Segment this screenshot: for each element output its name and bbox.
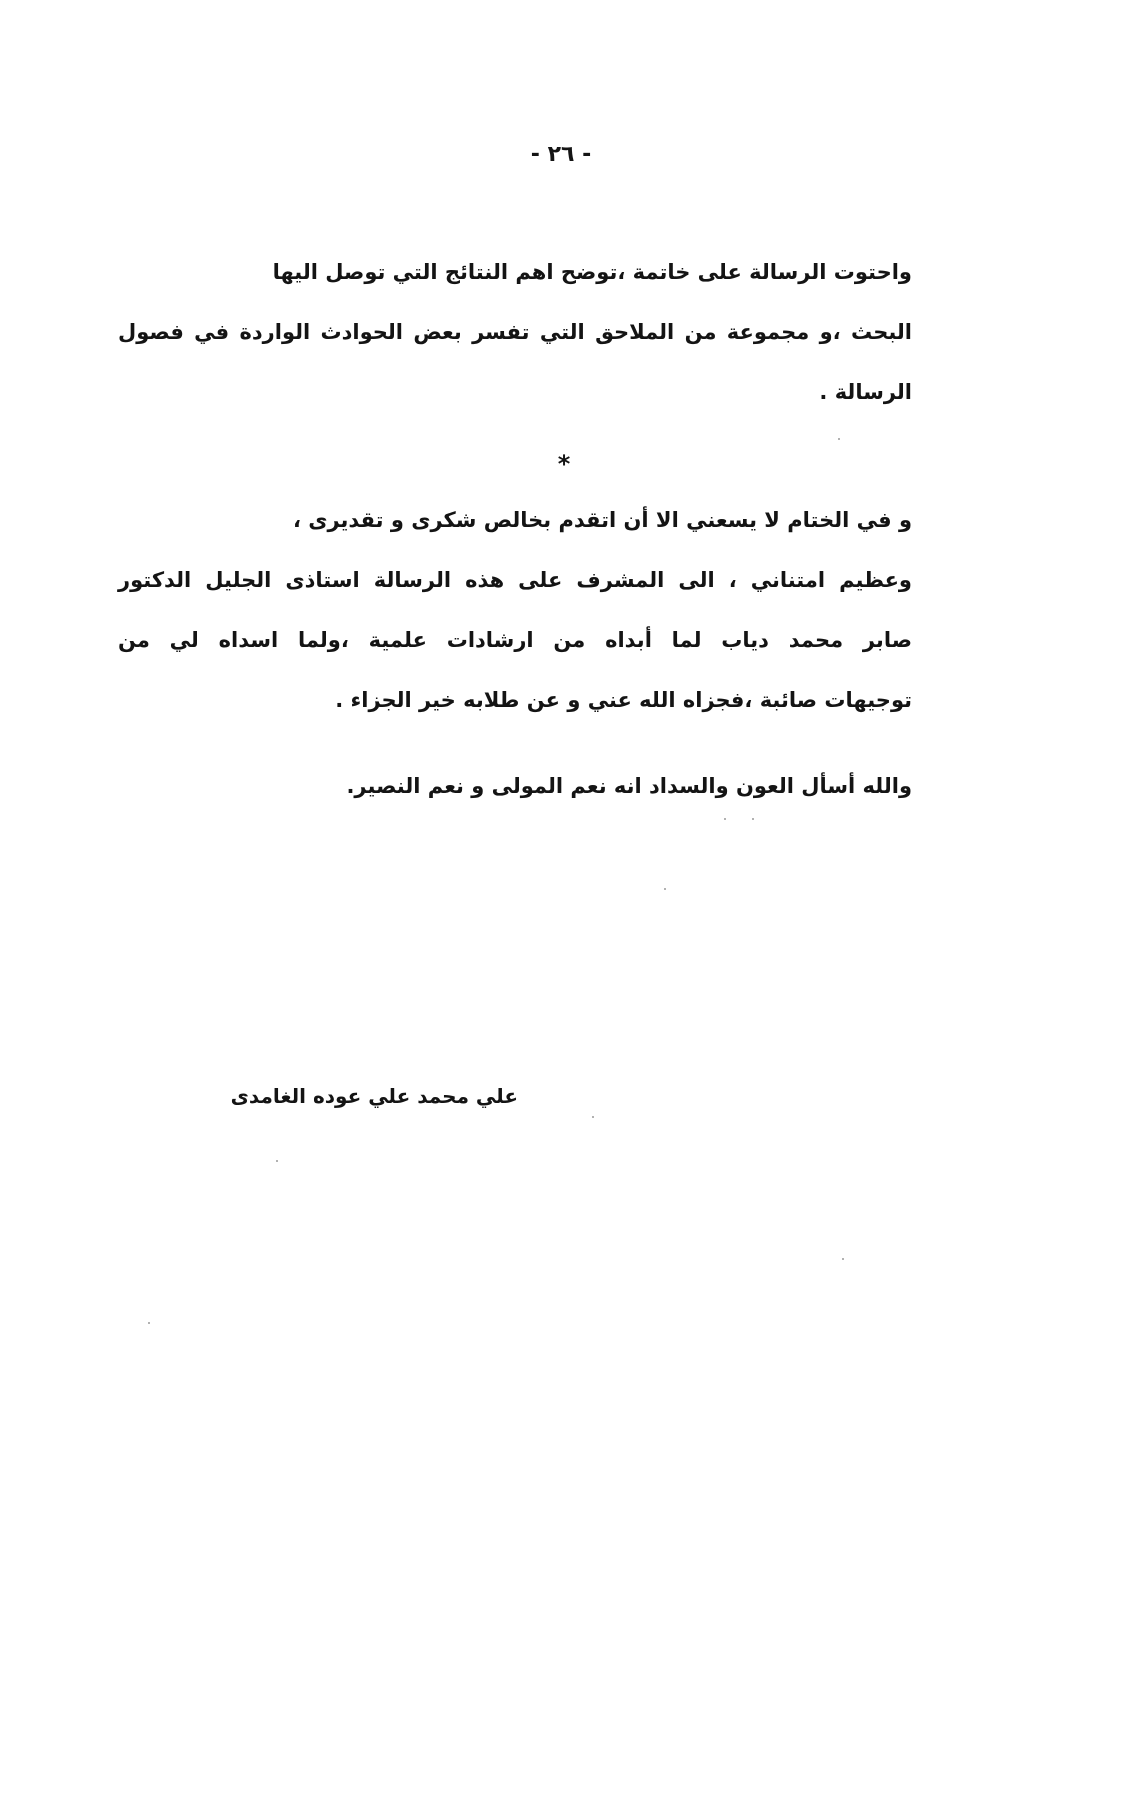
author-signature: علي محمد علي عوده الغامدى [230, 1084, 518, 1108]
paragraph-2-line-4: توجيهات صائبة ،فجزاه الله عني و عن طلابه خير الجزاء . [335, 688, 912, 712]
scan-speck [148, 1322, 150, 1324]
scan-speck [838, 438, 840, 440]
section-separator: * [557, 450, 571, 478]
paragraph-1-line-1: واحتوت الرسالة على خاتمة ،توضح اهم النتائج التي توصل اليها [272, 260, 912, 284]
scan-speck [664, 888, 666, 890]
scan-speck [724, 818, 726, 820]
paragraph-2-line-1: و في الختام لا يسعني الا أن اتقدم بخالص شكرى و تقديرى ، [292, 508, 912, 532]
scan-speck [592, 1116, 594, 1118]
paragraph-2-line-2: وعظيم امتناني ، الى المشرف على هذه الرسالة استاذى الجليل الدكتور [118, 568, 912, 592]
scan-speck [752, 818, 754, 820]
scan-speck [276, 1160, 278, 1162]
paragraph-1-line-2: البحث ،و مجموعة من الملاحق التي تفسر بعض الحوادث الواردة في فصول [118, 320, 912, 344]
paragraph-2-line-3: صابر محمد دياب لما أبداه من ارشادات علمية ،ولما اسداه لي من [118, 628, 912, 652]
paragraph-1-line-3: الرسالة . [819, 380, 912, 404]
page-number: - ٢٦ - [530, 142, 592, 167]
closing-line: والله أسأل العون والسداد انه نعم المولى و نعم النصير. [346, 774, 912, 798]
scan-speck [842, 1258, 844, 1260]
